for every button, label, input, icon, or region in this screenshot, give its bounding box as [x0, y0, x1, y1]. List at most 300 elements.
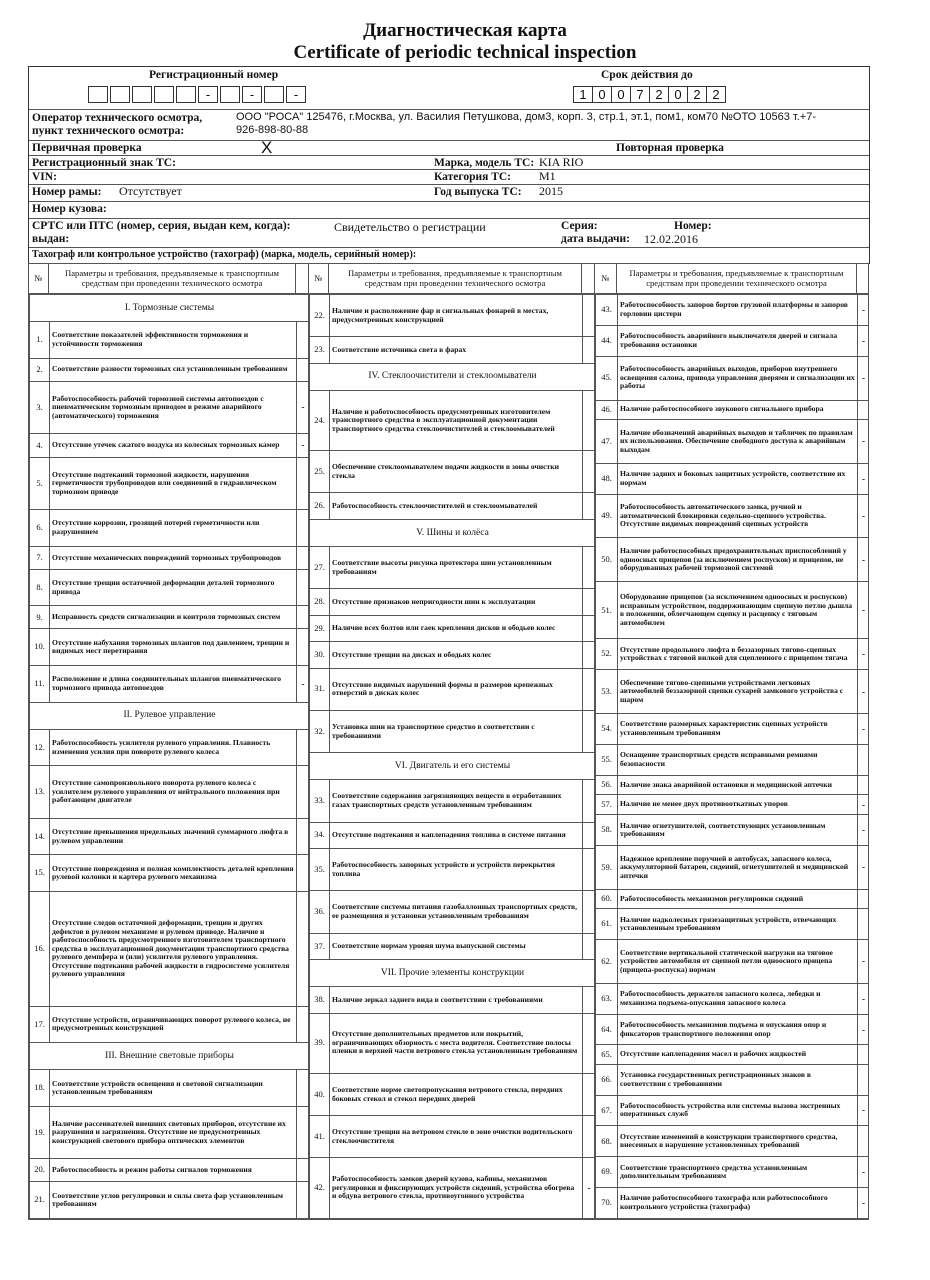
item-number: 5. [30, 457, 50, 509]
item-mark [858, 775, 869, 794]
table-row [596, 1126, 869, 1157]
table-row [310, 848, 595, 890]
item-requirement: Соответствие разности тормозных сил установленным требованиям [50, 358, 297, 381]
table-row [596, 325, 869, 356]
item-requirement: Соответствие углов регулировки и силы света фар установленным требованиям [50, 1182, 297, 1219]
item-requirement: Наличие огнетушителей, соответствующих установленным требованиям [618, 815, 858, 846]
item-number: 35. [310, 848, 330, 890]
item-mark [583, 822, 595, 848]
item-requirement: Работоспособность замков дверей кузова, кабины, механизмов регулировки и фиксирующих устройств сидений, устройства обогрева и обдува ветрового стекла, противоугонного устройства [330, 1158, 583, 1219]
frame-label: Номер рамы: [32, 186, 102, 198]
item-mark [583, 710, 595, 752]
item-number: 69. [596, 1157, 618, 1188]
make-value: KIA RIO [539, 155, 584, 169]
item-requirement: Оборудование прицепов (за исключением одноосных и роспусков) исправным устройством, поддерживающим сцепную петлю дышла в положении, облегчающем сцепку и расцепку с тяговым автомобилем [618, 582, 858, 639]
item-requirement: Наличие зеркал заднего вида в соответствии с требованиями [330, 987, 583, 1013]
col-no-header: № [309, 264, 329, 294]
item-requirement: Соответствие устройств освещения и световой сигнализации установленным требованиям [50, 1070, 297, 1107]
validity-digit: 2 [687, 86, 707, 103]
item-mark [583, 1116, 595, 1158]
item-number: 15. [30, 855, 50, 892]
item-mark: - [858, 670, 869, 714]
item-number: 7. [30, 546, 50, 569]
item-requirement: Отсутствие набухания тормозных шлангов под давлением, трещин и видимых мест перетирания [50, 629, 297, 666]
item-number: 25. [310, 451, 330, 493]
validity-label: Срок действия до [601, 69, 693, 81]
item-number: 68. [596, 1126, 618, 1157]
item-requirement: Работоспособность механизмов подъема и опускания опор и фиксаторов транспортного положения опор [618, 1014, 858, 1045]
item-requirement: Работоспособность рабочей тормозной системы автопоездов с пневматическим тормозным приводом в режиме аварийного (автоматического) торможения [50, 381, 297, 433]
table-row [310, 891, 595, 933]
table-row [596, 1187, 869, 1218]
primary-label: Первичная проверка [32, 142, 142, 154]
table-row [596, 639, 869, 670]
table-row [310, 780, 595, 822]
item-requirement: Наличие работоспособного звукового сигнального прибора [618, 400, 858, 419]
item-number: 40. [310, 1073, 330, 1115]
item-number: 56. [596, 775, 618, 794]
frame-value: Отсутствует [119, 184, 182, 198]
item-requirement: Отсутствие повреждения и полная комплектность деталей крепления рулевой колонки и картера рулевого механизма [50, 855, 297, 892]
item-requirement: Отсутствие продольного люфта в беззазорных тягово-сцепных устройствах с тяговой вилкой для сцепленного с прицепом тягача [618, 639, 858, 670]
vin-label: VIN: [32, 171, 57, 183]
item-mark [297, 892, 309, 1007]
item-requirement: Наличие не менее двух противооткатных упоров [618, 794, 858, 814]
series-label: Серия: [561, 220, 598, 232]
table-row [30, 1182, 309, 1219]
table-row [596, 295, 869, 326]
col-params-header: Параметры и требования, предъявляемые к транспортным средствам при проведении технического осмотра [329, 264, 582, 294]
item-number: 39. [310, 1013, 330, 1073]
reg-sign-label: Регистрационный знак ТС: [32, 157, 176, 169]
item-number: 6. [30, 510, 50, 547]
body-label: Номер кузова: [32, 203, 107, 215]
table-row [30, 1006, 309, 1043]
item-number: 13. [30, 766, 50, 818]
item-mark: - [858, 1095, 869, 1126]
item-number: 27. [310, 546, 330, 588]
table-row [310, 987, 595, 1013]
item-number: 33. [310, 780, 330, 822]
validity-digit: 1 [573, 86, 593, 103]
make-label: Марка, модель ТС: [434, 157, 535, 169]
item-number: 34. [310, 822, 330, 848]
item-requirement: Наличие задних и боковых защитных устройств, соответствие их нормам [618, 463, 858, 494]
item-number: 45. [596, 356, 618, 400]
item-number: 8. [30, 569, 50, 606]
item-number: 17. [30, 1006, 50, 1043]
table-row [30, 381, 309, 433]
item-number: 52. [596, 639, 618, 670]
table-row [30, 457, 309, 509]
item-number: 67. [596, 1095, 618, 1126]
item-number: 43. [596, 295, 618, 326]
item-requirement: Соответствие нормам уровня шума выпускной системы [330, 933, 583, 959]
section-heading: VII. Прочие элементы конструкции [310, 960, 595, 987]
item-mark [297, 546, 309, 569]
item-mark: - [858, 845, 869, 889]
item-number: 49. [596, 494, 618, 538]
col-params-header: Параметры и требования, предъявляемые к транспортным средствам при проведении технического осмотра [49, 264, 296, 294]
table-row [310, 933, 595, 959]
table-row [596, 889, 869, 908]
number-label: Номер: [674, 220, 712, 232]
item-number: 59. [596, 845, 618, 889]
item-mark [583, 668, 595, 710]
item-mark: - [858, 295, 869, 326]
item-mark: - [858, 1187, 869, 1218]
table-row [310, 295, 595, 337]
repeat-label: Повторная проверка [616, 142, 724, 154]
item-number: 29. [310, 615, 330, 641]
section-heading: II. Рулевое управление [30, 702, 309, 729]
table-row [310, 615, 595, 641]
item-mark [297, 358, 309, 381]
item-mark [297, 569, 309, 606]
table-row [596, 714, 869, 745]
table-row [310, 668, 595, 710]
validity-digit: 0 [668, 86, 688, 103]
item-number: 2. [30, 358, 50, 381]
table-row [596, 744, 869, 775]
item-mark: - [858, 463, 869, 494]
item-number: 50. [596, 538, 618, 582]
item-mark: - [858, 325, 869, 356]
item-mark [297, 1006, 309, 1043]
table-row [310, 822, 595, 848]
table-row [310, 337, 595, 363]
item-requirement: Отсутствие превышения предельных значений суммарного люфта в рулевом управлении [50, 818, 297, 855]
item-requirement: Работоспособность аварийных выходов, приборов внутреннего освещения салона, привода управления дверями и сигнализации их работы [618, 356, 858, 400]
item-requirement: Соответствие транспортного средства установленным дополнительным требованиям [618, 1157, 858, 1188]
category-value: M1 [539, 169, 556, 183]
item-requirement: Работоспособность и режим работы сигналов торможения [50, 1159, 297, 1182]
item-mark: - [858, 815, 869, 846]
item-requirement: Наличие и работоспособность предусмотренных изготовителем транспортного средства в эксплуатационной документации транспортного средства стеклоочистителей и стеклоомывателей [330, 390, 583, 450]
table-row [30, 546, 309, 569]
section-heading: V. Шины и колёса [310, 519, 595, 546]
item-mark [858, 909, 869, 940]
table-row [596, 1095, 869, 1126]
col-no-header: № [29, 264, 49, 294]
item-number: 1. [30, 322, 50, 359]
table-row [310, 493, 595, 519]
item-mark [583, 848, 595, 890]
item-mark [858, 1045, 869, 1064]
item-requirement: Соответствие размерных характеристик сцепных устройств установленным требованиям [618, 714, 858, 745]
item-requirement: Отсутствие трещин на ветровом стекле в зоне очистки водительского стеклоочистителя [330, 1116, 583, 1158]
table-row [310, 1116, 595, 1158]
item-number: 54. [596, 714, 618, 745]
table-row [310, 710, 595, 752]
item-number: 14. [30, 818, 50, 855]
table-row [596, 419, 869, 463]
item-mark [583, 493, 595, 519]
item-requirement: Отсутствие следов остаточной деформации, трещин и других дефектов в рулевом механизме и рулевом приводе. Наличие и работоспособность предусмотренного изготовителем транспортного средства в эксплуатационной документации транспортного средства рулевого демпфера и (или) усилителя рулевого управления. Отсутствие подтекания рабочей жидкости в гидросистеме усилителя рулевого управления [50, 892, 297, 1007]
item-requirement: Отсутствие дополнительных предметов или покрытий, ограничивающих обзорность с места водителя. Соответствие полосы пленки в верхней части ветрового стекла установленным требованиям [330, 1013, 583, 1073]
table-row [30, 666, 309, 703]
item-requirement: Отсутствие утечек сжатого воздуха из колесных тормозных камер [50, 433, 297, 457]
item-mark: - [858, 939, 869, 983]
operator-value: ООО "РОСА" 125476, г.Москва, ул. Василия Петушкова, дом3, корп. 3, стр.1, эт.1, пом1, ком70 №ОТО 10563 т.+7-926-898-80-88 [236, 111, 817, 137]
item-requirement: Отсутствие трещин остаточной деформации деталей тормозного привода [50, 569, 297, 606]
col-params-header: Параметры и требования, предъявляемые к транспортным средствам при проведении технического осмотра [617, 264, 857, 294]
item-number: 46. [596, 400, 618, 419]
item-mark [297, 1159, 309, 1182]
section-heading: IV. Стеклоочистители и стеклоомыватели [310, 363, 595, 390]
item-mark [583, 987, 595, 1013]
table-row [310, 390, 595, 450]
reg-number-digit [110, 86, 130, 103]
item-number: 55. [596, 744, 618, 775]
item-requirement: Наличие обозначений аварийных выходов и табличек по правилам их использования. Обеспечение свободного доступа к аварийным выходам [618, 419, 858, 463]
item-mark [297, 766, 309, 818]
item-mark [583, 546, 595, 588]
table-row [30, 729, 309, 766]
table-row [30, 818, 309, 855]
table-row [596, 845, 869, 889]
item-requirement: Наличие работоспособных предохранительных приспособлений у одноосных прицепов (за исключением роспусков) и прицепов, не оборудованных рабочей тормозной системой [618, 538, 858, 582]
item-mark [583, 589, 595, 615]
table-row [30, 766, 309, 818]
item-number: 41. [310, 1116, 330, 1158]
table-row [30, 606, 309, 629]
item-mark [297, 606, 309, 629]
table-row [30, 1106, 309, 1158]
item-requirement: Обеспечение стеклоомывателем подачи жидкости в зоны очистки стекла [330, 451, 583, 493]
table-row [310, 642, 595, 668]
item-number: 60. [596, 889, 618, 908]
item-mark [297, 629, 309, 666]
item-requirement: Работоспособность держателя запасного колеса, лебедки и механизма подъема-опускания запасного колеса [618, 983, 858, 1014]
reg-number-digit: - [286, 86, 306, 103]
item-mark [297, 1106, 309, 1158]
table-row [30, 629, 309, 666]
reg-number-digit [154, 86, 174, 103]
table-row [596, 1045, 869, 1064]
item-mark: - [858, 983, 869, 1014]
item-requirement: Отсутствие трещин на дисках и ободьях колес [330, 642, 583, 668]
item-requirement: Отсутствие коррозии, грозящей потерей герметичности или разрушением [50, 510, 297, 547]
operator-label: Оператор технического осмотра, пункт технического осмотра: [32, 112, 203, 138]
item-mark [583, 1013, 595, 1073]
item-requirement: Наличие знака аварийной остановки и медицинской аптечки [618, 775, 858, 794]
item-requirement: Соответствие норме светопропускания ветрового стекла, передних боковых стекол и стекол передних дверей [330, 1073, 583, 1115]
primary-mark: X [261, 138, 273, 157]
item-number: 16. [30, 892, 50, 1007]
item-number: 12. [30, 729, 50, 766]
reg-number-digit [220, 86, 240, 103]
reg-number-digit [264, 86, 284, 103]
item-requirement: Оснащение транспортных средств исправными ремнями безопасности [618, 744, 858, 775]
item-mark: - [858, 714, 869, 745]
table-row [596, 815, 869, 846]
issue-date-label: дата выдачи: [561, 233, 630, 245]
item-requirement: Наличие и расположение фар и сигнальных фонарей в местах, предусмотренных конструкцией [330, 295, 583, 337]
item-mark [858, 1126, 869, 1157]
reg-number-digit [88, 86, 108, 103]
table-row [596, 400, 869, 419]
item-requirement: Отсутствие каплепадения масел и рабочих жидкостей [618, 1045, 858, 1064]
item-mark [583, 295, 595, 337]
table-row [30, 510, 309, 547]
item-mark [583, 1073, 595, 1115]
validity-digit: 2 [649, 86, 669, 103]
item-number: 51. [596, 582, 618, 639]
item-mark [297, 1070, 309, 1107]
item-mark [297, 510, 309, 547]
table-row [30, 358, 309, 381]
reg-number-digit: - [198, 86, 218, 103]
item-number: 57. [596, 794, 618, 814]
item-mark [583, 642, 595, 668]
validity-digit: 2 [706, 86, 726, 103]
item-requirement: Наличие рассеивателей внешних световых приборов, отсутствие их разрушения и загрязнения. Отсутствие не предусмотренных конструкцией светового прибора оптических элементов [50, 1106, 297, 1158]
item-requirement: Работоспособность усилителя рулевого управления. Плавность изменения усилия при повороте рулевого колеса [50, 729, 297, 766]
item-number: 64. [596, 1014, 618, 1045]
item-requirement: Соответствие вертикальной статической нагрузки на тяговое устройство автомобиля от сцепной петли одноосного прицепа (прицепа-роспуска) нормам [618, 939, 858, 983]
item-requirement: Соответствие содержания загрязняющих веществ в отработавших газах транспортных средств установленным требованиям [330, 780, 583, 822]
item-requirement: Отсутствие самопроизвольного поворота рулевого колеса с усилителем рулевого управления от нейтрального положения при работающем двигателе [50, 766, 297, 818]
table-row [30, 1159, 309, 1182]
item-number: 31. [310, 668, 330, 710]
item-number: 36. [310, 891, 330, 933]
item-requirement: Работоспособность стеклоочистителей и стеклоомывателей [330, 493, 583, 519]
table-row [596, 494, 869, 538]
title-ru: Диагностическая карта [363, 20, 567, 41]
table-row [30, 892, 309, 1007]
table-row [596, 1014, 869, 1045]
item-number: 26. [310, 493, 330, 519]
section-heading: I. Тормозные системы [30, 295, 309, 322]
section-heading: III. Внешние световые приборы [30, 1043, 309, 1070]
item-mark [583, 451, 595, 493]
item-number: 61. [596, 909, 618, 940]
item-requirement: Обеспечение тягово-сцепными устройствами легковых автомобилей беззазорной сцепки сухарей замкового устройства с шаром [618, 670, 858, 714]
item-mark [858, 744, 869, 775]
issue-date-value: 12.02.2016 [644, 232, 698, 246]
item-mark [297, 729, 309, 766]
item-number: 53. [596, 670, 618, 714]
item-number: 21. [30, 1182, 50, 1219]
item-number: 38. [310, 987, 330, 1013]
item-requirement: Работоспособность аварийного выключателя дверей и сигнала требования остановки [618, 325, 858, 356]
item-requirement: Наличие надколесных грязезащитных устройств, отвечающих установленным требованиям [618, 909, 858, 940]
year-value: 2015 [539, 184, 563, 198]
item-mark [858, 1064, 869, 1095]
item-mark: - [858, 639, 869, 670]
item-mark [583, 780, 595, 822]
item-requirement: Работоспособность автоматического замка, ручной и автоматической блокировки седельно-сцепного устройства. Отсутствие видимых повреждений сцепных устройств [618, 494, 858, 538]
item-mark [297, 818, 309, 855]
item-number: 9. [30, 606, 50, 629]
table-row [596, 775, 869, 794]
validity-digit: 0 [611, 86, 631, 103]
item-requirement: Работоспособность запоров бортов грузовой платформы и запоров горловин цистерн [618, 295, 858, 326]
reg-number-digit [176, 86, 196, 103]
item-number: 19. [30, 1106, 50, 1158]
tacho-label: Тахограф или контрольное устройство (тахограф) (марка, модель, серийный номер): [32, 249, 417, 260]
validity-digit: 7 [630, 86, 650, 103]
item-mark: - [297, 433, 309, 457]
table-row [596, 794, 869, 814]
item-number: 30. [310, 642, 330, 668]
item-mark [858, 889, 869, 908]
item-mark: - [858, 794, 869, 814]
col-no-header: № [595, 264, 617, 294]
item-number: 24. [310, 390, 330, 450]
item-mark [297, 322, 309, 359]
table-row [310, 1158, 595, 1219]
item-number: 22. [310, 295, 330, 337]
item-requirement: Отсутствие подтеканий тормозной жидкости, нарушения герметичности трубопроводов или соединений в гидравлическом тормозном приводе [50, 457, 297, 509]
item-number: 28. [310, 589, 330, 615]
title-en: Certificate of periodic technical inspection [293, 42, 637, 63]
category-label: Категория ТС: [434, 171, 512, 183]
item-requirement: Отсутствие механических повреждений тормозных трубопроводов [50, 546, 297, 569]
item-mark [297, 457, 309, 509]
item-mark: - [583, 1158, 595, 1219]
table-row [596, 670, 869, 714]
item-number: 44. [596, 325, 618, 356]
item-requirement: Отсутствие устройств, ограничивающих поворот рулевого колеса, не предусмотренных конструкцией [50, 1006, 297, 1043]
item-mark [583, 337, 595, 363]
table-row [310, 546, 595, 588]
item-mark [297, 855, 309, 892]
item-number: 58. [596, 815, 618, 846]
item-requirement: Работоспособность механизмов регулировки сидений [618, 889, 858, 908]
item-number: 47. [596, 419, 618, 463]
item-requirement: Соответствие системы питания газобаллонных транспортных средств, ее размещения и установки установленным требованиям [330, 891, 583, 933]
item-requirement: Отсутствие изменений в конструкции транспортного средства, внесенных в нарушение установленных требований [618, 1126, 858, 1157]
item-requirement: Наличие работоспособного тахографа или работоспособного контрольного устройства (тахографа) [618, 1187, 858, 1218]
item-mark: - [297, 666, 309, 703]
reg-number-label: Регистрационный номер [149, 69, 279, 81]
item-mark: - [858, 419, 869, 463]
item-number: 11. [30, 666, 50, 703]
issued-label: выдан: [32, 233, 70, 245]
item-number: 3. [30, 381, 50, 433]
item-mark: - [858, 538, 869, 582]
validity-digit: 0 [592, 86, 612, 103]
item-requirement: Исправность средств сигнализации и контроля тормозных систем [50, 606, 297, 629]
reg-number-digit: - [242, 86, 262, 103]
item-requirement: Надежное крепление поручней в автобусах, запасного колеса, аккумуляторной батареи, сидений, огнетушителей и медицинской аптечки [618, 845, 858, 889]
item-requirement: Наличие всех болтов или гаек крепления дисков и ободьев колес [330, 615, 583, 641]
table-row [596, 909, 869, 940]
item-number: 63. [596, 983, 618, 1014]
item-mark: - [858, 356, 869, 400]
item-number: 70. [596, 1187, 618, 1218]
item-number: 20. [30, 1159, 50, 1182]
item-number: 48. [596, 463, 618, 494]
item-requirement: Установка государственных регистрационных знаков в соответствии с требованиями [618, 1064, 858, 1095]
table-row [30, 1070, 309, 1107]
table-row [310, 589, 595, 615]
item-mark [858, 400, 869, 419]
table-row [596, 939, 869, 983]
item-mark [583, 933, 595, 959]
item-requirement: Установка шин на транспортное средство в соответствии с требованиями [330, 710, 583, 752]
item-requirement: Отсутствие подтекания и каплепадения топлива в системе питания [330, 822, 583, 848]
item-mark: - [858, 494, 869, 538]
item-requirement: Отсутствие видимых нарушений формы и размеров крепежных отверстий в дисках колес [330, 668, 583, 710]
table-row [310, 1013, 595, 1073]
table-row [596, 1157, 869, 1188]
reg-number-digit [132, 86, 152, 103]
item-mark [297, 1182, 309, 1219]
item-number: 10. [30, 629, 50, 666]
